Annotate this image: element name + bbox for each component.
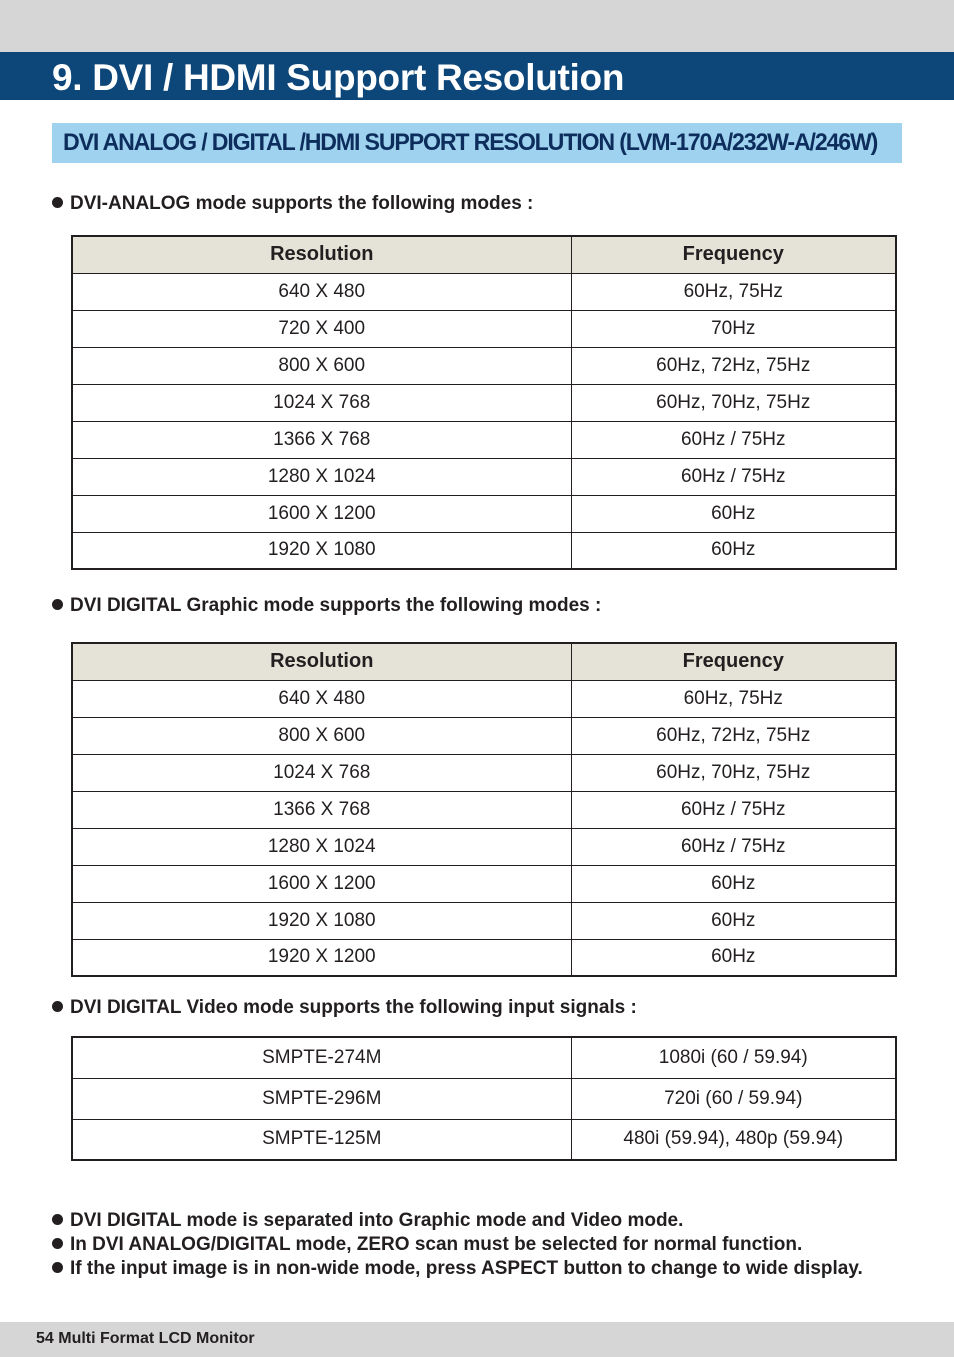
note-item bbox=[52, 1233, 863, 1257]
column-header-frequency: Frequency bbox=[571, 643, 896, 680]
table-row bbox=[72, 754, 896, 791]
table-row bbox=[72, 347, 896, 384]
frequency-cell: 60Hz bbox=[571, 495, 896, 532]
bullet-dot-icon bbox=[52, 197, 63, 208]
frequency-cell: 60Hz, 70Hz, 75Hz bbox=[571, 754, 896, 791]
section-subtitle-box bbox=[52, 123, 902, 163]
table-row bbox=[72, 680, 896, 717]
bullet-dot-icon bbox=[52, 1238, 63, 1249]
resolution-cell: 1920 X 1080 bbox=[72, 902, 571, 939]
frequency-cell: 60Hz / 75Hz bbox=[571, 828, 896, 865]
signal-cell: 720i (60 / 59.94) bbox=[571, 1078, 896, 1119]
frequency-cell: 60Hz / 75Hz bbox=[571, 421, 896, 458]
table-row bbox=[72, 458, 896, 495]
resolution-cell: 1366 X 768 bbox=[72, 421, 571, 458]
bullet-text: DVI-ANALOG mode supports the following modes : bbox=[70, 193, 534, 214]
table-row bbox=[72, 828, 896, 865]
signal-cell: 1080i (60 / 59.94) bbox=[571, 1037, 896, 1078]
frequency-cell: 60Hz / 75Hz bbox=[571, 458, 896, 495]
table-row bbox=[72, 717, 896, 754]
resolution-cell: 720 X 400 bbox=[72, 310, 571, 347]
table-header-row bbox=[72, 236, 896, 273]
table-row bbox=[72, 273, 896, 310]
frequency-cell: 60Hz, 70Hz, 75Hz bbox=[571, 384, 896, 421]
resolution-cell: 1920 X 1200 bbox=[72, 939, 571, 976]
resolution-cell: 1600 X 1200 bbox=[72, 495, 571, 532]
bullet-text: DVI DIGITAL Video mode supports the following input signals : bbox=[70, 997, 637, 1018]
page-title: 9. DVI / HDMI Support Resolution bbox=[52, 57, 625, 98]
resolution-cell: 1366 X 768 bbox=[72, 791, 571, 828]
frequency-cell: 60Hz, 75Hz bbox=[571, 680, 896, 717]
standard-cell: SMPTE-274M bbox=[72, 1037, 571, 1078]
top-band bbox=[0, 0, 954, 52]
bullet-dot-icon bbox=[52, 1262, 63, 1273]
resolution-cell: 800 X 600 bbox=[72, 717, 571, 754]
note-text: If the input image is in non-wide mode, press ASPECT button to change to wide display. bbox=[70, 1258, 863, 1279]
dvi-digital-graphic-table bbox=[71, 642, 897, 977]
column-header-resolution: Resolution bbox=[72, 236, 571, 273]
resolution-cell: 640 X 480 bbox=[72, 680, 571, 717]
table-row bbox=[72, 384, 896, 421]
note-item bbox=[52, 1209, 863, 1233]
table-row bbox=[72, 495, 896, 532]
frequency-cell: 60Hz, 72Hz, 75Hz bbox=[571, 717, 896, 754]
frequency-cell: 60Hz, 72Hz, 75Hz bbox=[571, 347, 896, 384]
signal-cell: 480i (59.94), 480p (59.94) bbox=[571, 1119, 896, 1160]
frequency-cell: 70Hz bbox=[571, 310, 896, 347]
table-row bbox=[72, 939, 896, 976]
frequency-cell: 60Hz / 75Hz bbox=[571, 791, 896, 828]
frequency-cell: 60Hz bbox=[571, 939, 896, 976]
bullet-dvi-digital-graphic bbox=[52, 594, 601, 618]
dvi-digital-video-table bbox=[71, 1036, 897, 1161]
table-row bbox=[72, 902, 896, 939]
resolution-cell: 640 X 480 bbox=[72, 273, 571, 310]
frequency-cell: 60Hz bbox=[571, 902, 896, 939]
bullet-dvi-analog bbox=[52, 192, 533, 216]
table-row bbox=[72, 421, 896, 458]
resolution-cell: 1600 X 1200 bbox=[72, 865, 571, 902]
bullet-dvi-digital-video bbox=[52, 996, 637, 1020]
page-footer-label: 54 Multi Format LCD Monitor bbox=[36, 1330, 255, 1347]
resolution-cell: 1280 X 1024 bbox=[72, 458, 571, 495]
table-row bbox=[72, 1119, 896, 1160]
resolution-cell: 1024 X 768 bbox=[72, 384, 571, 421]
standard-cell: SMPTE-296M bbox=[72, 1078, 571, 1119]
dvi-analog-table bbox=[71, 235, 897, 570]
note-item bbox=[52, 1257, 863, 1281]
table-row bbox=[72, 532, 896, 569]
table-header-row bbox=[72, 643, 896, 680]
column-header-resolution: Resolution bbox=[72, 643, 571, 680]
bullet-dot-icon bbox=[52, 599, 63, 610]
notes-list bbox=[52, 1209, 863, 1281]
bullet-dot-icon bbox=[52, 1214, 63, 1225]
table-row bbox=[72, 1078, 896, 1119]
note-text: DVI DIGITAL mode is separated into Graphic mode and Video mode. bbox=[70, 1210, 684, 1231]
table-row bbox=[72, 791, 896, 828]
column-header-frequency: Frequency bbox=[571, 236, 896, 273]
resolution-cell: 800 X 600 bbox=[72, 347, 571, 384]
note-text: In DVI ANALOG/DIGITAL mode, ZERO scan must be selected for normal function. bbox=[70, 1234, 803, 1255]
bullet-dot-icon bbox=[52, 1001, 63, 1012]
frequency-cell: 60Hz bbox=[571, 865, 896, 902]
resolution-cell: 1024 X 768 bbox=[72, 754, 571, 791]
frequency-cell: 60Hz bbox=[571, 532, 896, 569]
resolution-cell: 1920 X 1080 bbox=[72, 532, 571, 569]
standard-cell: SMPTE-125M bbox=[72, 1119, 571, 1160]
resolution-cell: 1280 X 1024 bbox=[72, 828, 571, 865]
bullet-text: DVI DIGITAL Graphic mode supports the following modes : bbox=[70, 595, 602, 616]
table-row bbox=[72, 1037, 896, 1078]
section-subtitle: DVI ANALOG / DIGITAL /HDMI SUPPORT RESOLUTION (LVM-170A/232W-A/246W) bbox=[63, 129, 878, 156]
table-row bbox=[72, 865, 896, 902]
frequency-cell: 60Hz, 75Hz bbox=[571, 273, 896, 310]
table-row bbox=[72, 310, 896, 347]
